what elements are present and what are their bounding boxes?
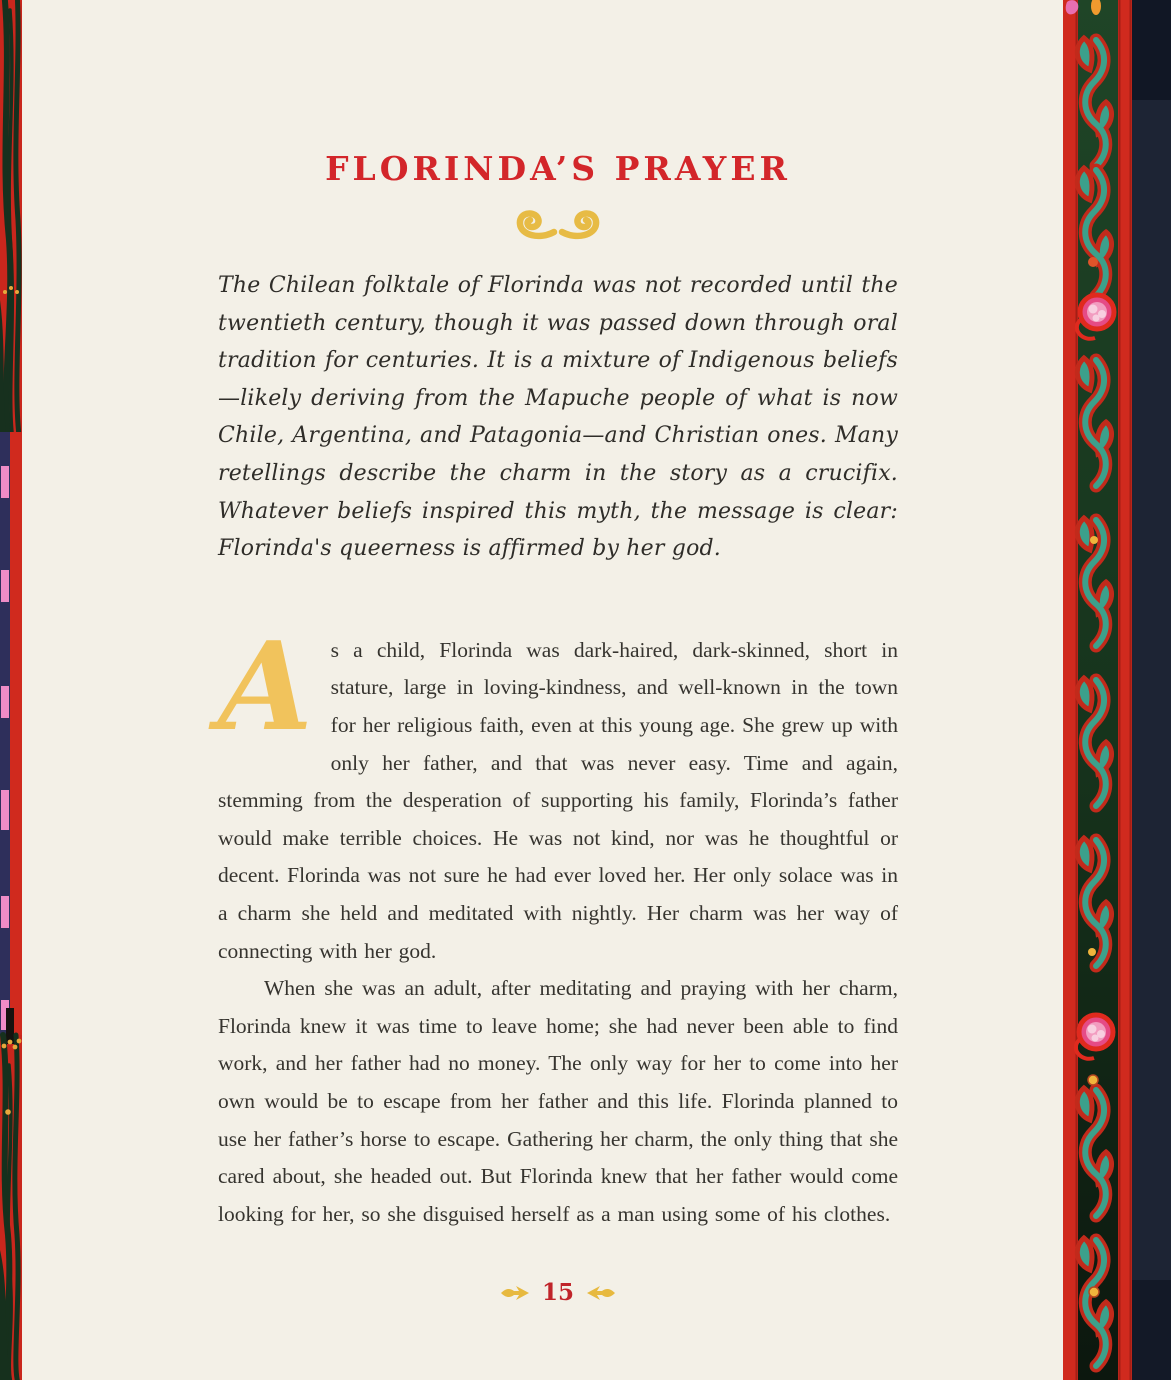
flame-stripe-icon [0,0,22,1380]
intro-paragraph: The Chilean folktale of Florinda was not recorded until the twentieth century, though it was passed down through oral tradition for centuries. It is a mixture of Indigenous beliefs—likely deriving from the Mapuche people of what is now Chile, Argentina, and Patagonia—and Christian ones. Many retellings describe the charm in the story as a crucifix. Whatever beliefs inspired this myth, the message is clear: Florinda's queerness is affirmed by her god. [218,273,898,562]
story-paragraph-1 [218,613,898,970]
fleuron-left-icon [500,1285,530,1301]
drop-cap-initial: A [218,613,313,758]
title-flourish-icon [510,207,606,241]
story-text [218,613,898,1234]
page-footer [218,1279,898,1306]
page-title: FLORINDA’S PRAYER [325,149,791,188]
right-border-ornament [1063,0,1171,1380]
story-paragraph-2: When she was an adult, after meditating and praying with her charm, Florinda knew it was time to leave home; she had never been able to find work, and her father had no money. The only way for her to come into her own would be to escape from her father and this life. Florinda planned to use her father’s horse to escape. Gathering her charm, the only thing that she cared about, she headed out. But Florinda knew that her father would come looking for her, so she disguised herself as a man using some of his clothes. [218,976,898,1226]
story-paragraph-1-text: s a child, Florinda was dark-haired, dark-skinned, short in stature, large in loving-kindness, and well-known in the town for her religious faith, even at this young age. She grew up with only her father, and that was never easy. Time and again, stemming from the desperation of supporting his family, Florinda’s father would make terrible choices. He was not kind, nor was he thoughtful or decent. Florinda was not sure he had ever loved her. Her only solace was in a charm she held and meditated with nightly. Her charm was her way of connecting with her god. [218,637,898,963]
page-content [218,0,898,1306]
fleuron-right-icon [586,1285,616,1301]
left-border-ornament [0,0,22,1380]
page-number: 15 [541,1279,574,1307]
floral-vine-stripe-icon [1063,0,1171,1380]
